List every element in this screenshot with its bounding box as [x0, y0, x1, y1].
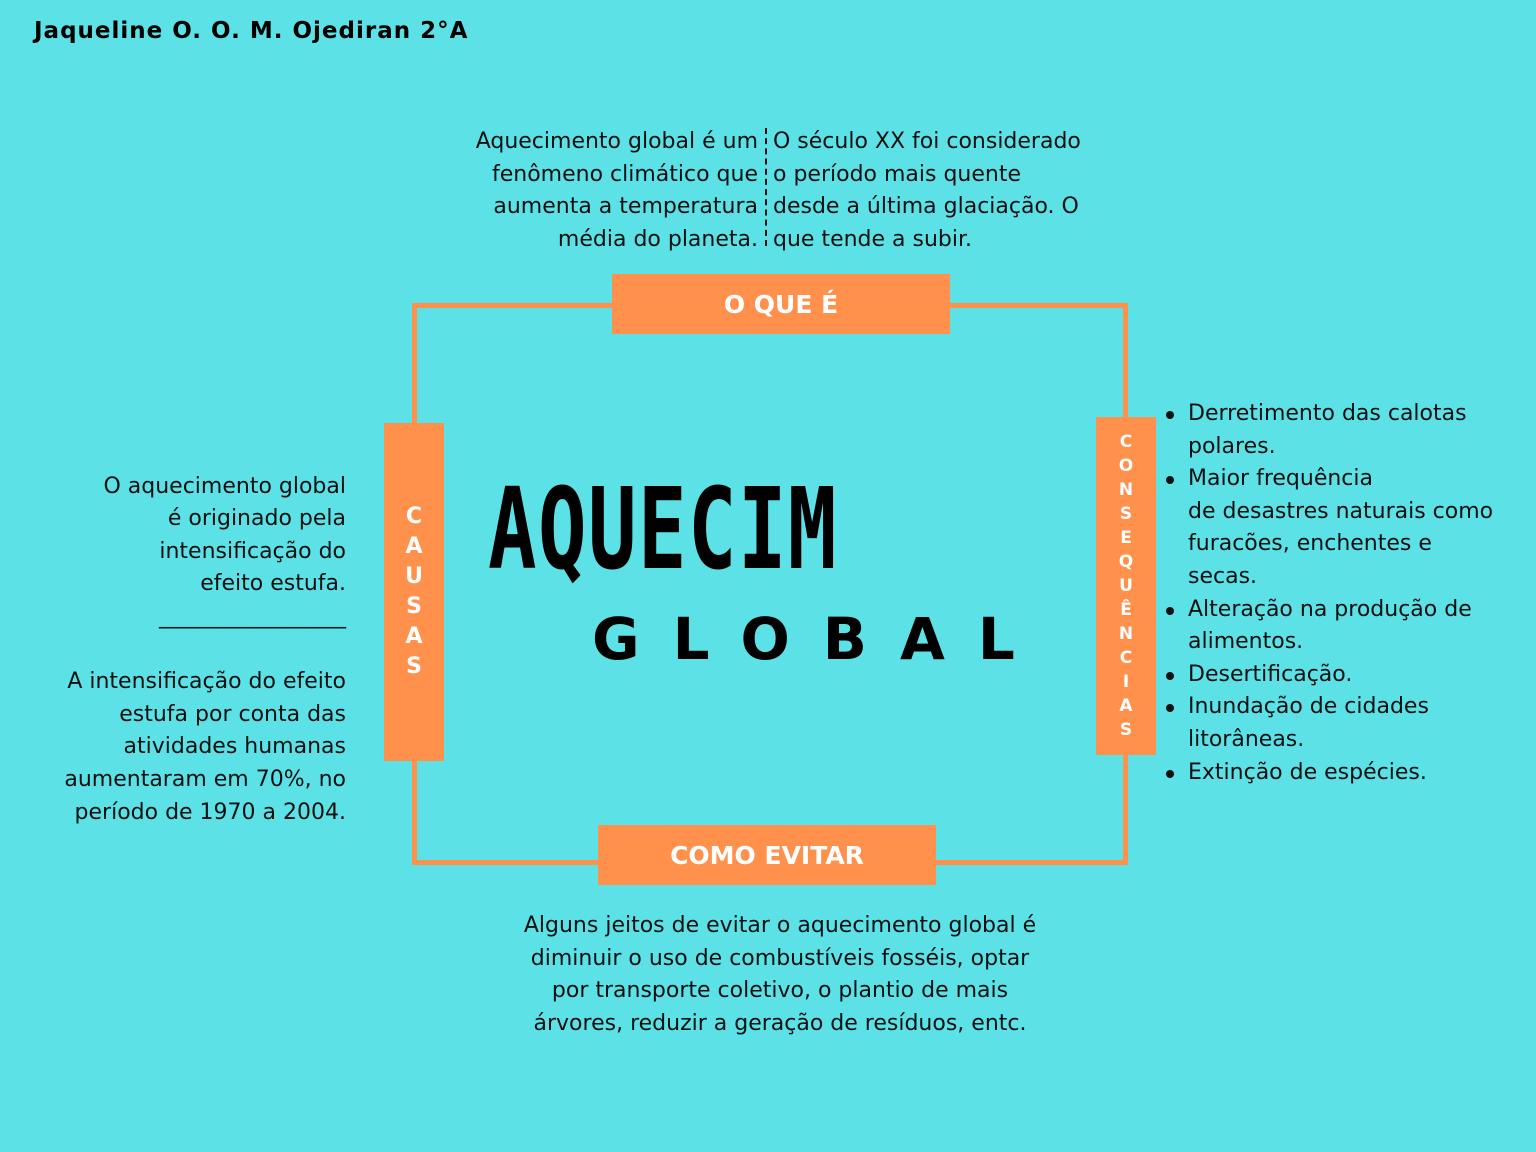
vertical-letter: Ê	[1120, 600, 1132, 620]
label-how-to-avoid: COMO EVITAR	[598, 825, 936, 885]
vertical-letter: S	[1119, 504, 1133, 524]
vertical-letter: I	[1122, 672, 1130, 692]
title-line-1: AQUECIM	[488, 465, 838, 595]
vertical-letter: A	[1119, 696, 1133, 716]
vertical-letter: N	[1118, 624, 1134, 644]
label-consequences	[1096, 417, 1156, 755]
causes-part-2: A intensificação do efeito estufa por conta das atividades humanas aumentaram em 70%, no período de 1970 a 2004.	[64, 669, 346, 825]
label-what-is: O QUE É	[612, 274, 950, 334]
vertical-letter: E	[1120, 528, 1132, 548]
vertical-letter: O	[1118, 456, 1134, 476]
causes-separator: _________________	[159, 603, 346, 629]
vertical-letter: N	[1118, 480, 1134, 500]
vertical-letter: S	[406, 654, 422, 679]
vertical-letter: S	[406, 594, 422, 619]
definition-right-text: O século XX foi considerado o período mais quente desde a última glaciação. O que tende a subir.	[773, 129, 1081, 252]
consequences-list	[1160, 398, 1520, 789]
definition-left-text: Aquecimento global é um fenômeno climático que aumenta a temperatura média do planeta.	[475, 129, 758, 252]
list-item: Derretimento das calotas polares.	[1160, 398, 1520, 463]
vertical-letter: C	[1119, 648, 1133, 668]
definition-divider	[765, 128, 767, 246]
causes-text	[30, 438, 346, 829]
vertical-letter: U	[1119, 576, 1133, 596]
vertical-letter: C	[1119, 432, 1133, 452]
vertical-letter: Q	[1118, 552, 1134, 572]
list-item: Alteração na produção de alimentos.	[1160, 594, 1520, 659]
causes-part-1: O aquecimento global é originado pela intensificação do efeito estufa.	[103, 473, 346, 597]
vertical-letter: A	[405, 534, 423, 559]
list-item: Inundação de cidades litorâneas.	[1160, 691, 1520, 756]
vertical-letter: A	[405, 624, 423, 649]
label-causes	[384, 423, 444, 761]
vertical-letter: C	[405, 504, 423, 529]
vertical-letter: S	[1119, 720, 1133, 740]
list-item: Desertificação.	[1160, 659, 1520, 692]
author-name: Jaqueline O. O. M. Ojediran 2°A	[34, 18, 469, 44]
list-item: Extinção de espécies.	[1160, 757, 1520, 790]
list-item: Maior frequência de desastres naturais como furacões, enchentes e secas.	[1160, 463, 1520, 593]
title-line-2: GLOBAL	[592, 605, 1048, 673]
vertical-letter: U	[405, 564, 423, 589]
how-to-avoid-text: Alguns jeitos de evitar o aquecimento global é diminuir o uso de combustíveis fosséis, optar por transporte coletivo, o plantio de mais árvores, reduzir a geração de resíduos, entc.	[523, 913, 1037, 1036]
